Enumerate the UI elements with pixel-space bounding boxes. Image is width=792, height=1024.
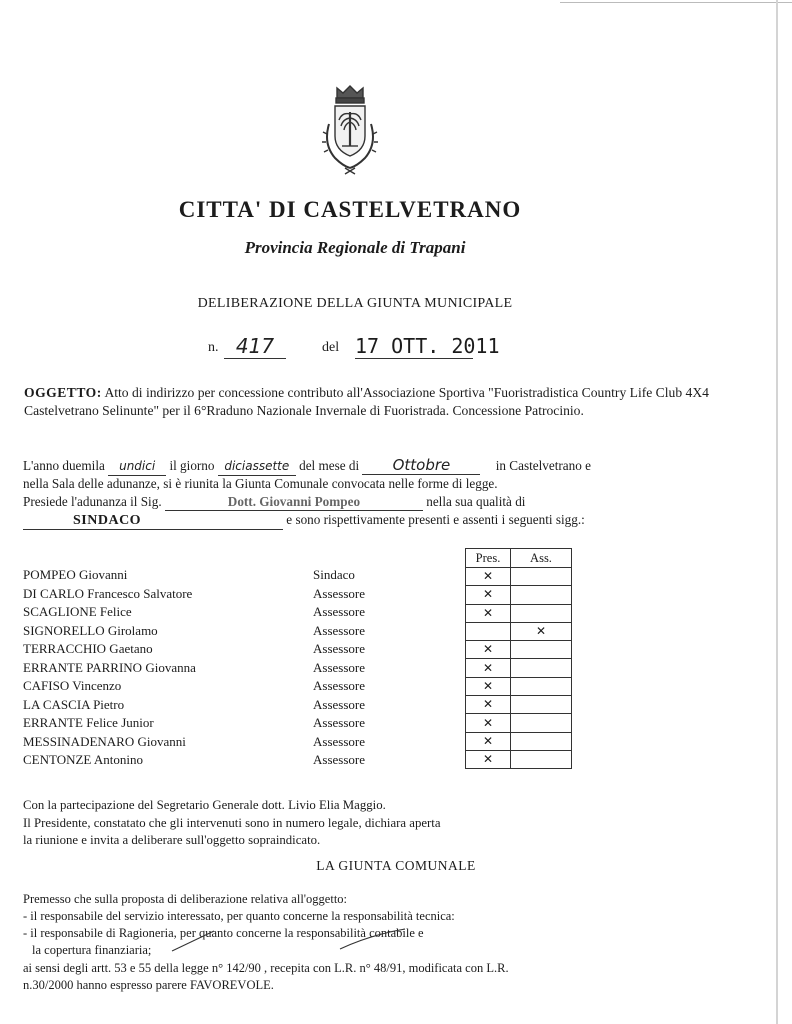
giunta-line-6: n.30/2000 hanno espresso parere FAVOREVOLE. bbox=[23, 978, 274, 992]
page-edge bbox=[560, 2, 792, 3]
coat-of-arms-icon bbox=[315, 84, 385, 180]
absent-cell bbox=[511, 677, 572, 695]
present-cell bbox=[466, 622, 511, 640]
absent-cell bbox=[511, 586, 572, 604]
subject-label: OGGETTO: bbox=[24, 385, 102, 400]
member-role: Assessore bbox=[313, 641, 365, 656]
member-role: Assessore bbox=[313, 678, 365, 693]
check-mark-icon: ✕ bbox=[482, 697, 494, 712]
member-name: POMPEO Giovanni bbox=[23, 567, 128, 582]
handwritten-day: diciassette bbox=[218, 458, 296, 476]
subject-block bbox=[24, 384, 724, 420]
handwritten-month: Ottobre bbox=[362, 457, 480, 475]
member-name: CENTONZE Antonino bbox=[23, 752, 144, 767]
member-role: Assessore bbox=[313, 752, 365, 767]
deliberation-number: 417 bbox=[224, 334, 286, 359]
section-heading: LA GIUNTA COMUNALE bbox=[316, 858, 476, 873]
document-title: DELIBERAZIONE DELLA GIUNTA MUNICIPALE bbox=[197, 296, 513, 311]
presence-intro: e sono rispettivamente presenti e assenti i seguenti sigg.: bbox=[286, 512, 585, 527]
check-mark-icon: ✕ bbox=[482, 605, 494, 620]
member-role: Assessore bbox=[313, 604, 365, 619]
chair-prefix: Presiede l'adunanza il Sig. bbox=[23, 494, 162, 509]
check-mark-icon: ✕ bbox=[482, 678, 494, 693]
check-mark-icon: ✕ bbox=[482, 715, 494, 730]
month-label: del mese di bbox=[299, 458, 360, 473]
year-prefix: L'anno duemila bbox=[23, 458, 105, 473]
table-row bbox=[466, 659, 572, 677]
absent-header: Ass. bbox=[511, 549, 572, 568]
table-row bbox=[466, 604, 572, 622]
member-name: ERRANTE PARRINO Giovanna bbox=[23, 659, 196, 675]
chair-role: SINDACO bbox=[23, 512, 283, 530]
member-role: Sindaco bbox=[313, 567, 355, 582]
member-role: Assessore bbox=[313, 715, 365, 730]
giunta-line-5: ai sensi degli artt. 53 e 55 della legge n° 142/90 , recepita con L.R. n° 48/91, modificata con L.R. bbox=[23, 961, 509, 975]
city-title: CITTA' DI CASTELVETRANO bbox=[178, 197, 522, 222]
check-mark-icon: ✕ bbox=[482, 642, 494, 657]
member-name: DI CARLO Francesco Salvatore bbox=[23, 585, 193, 601]
member-name: SCAGLIONE Felice bbox=[23, 604, 132, 619]
check-mark-icon: ✕ bbox=[482, 752, 494, 767]
check-mark-icon: ✕ bbox=[482, 587, 494, 602]
table-row bbox=[466, 732, 572, 750]
chair-role-line bbox=[23, 511, 585, 530]
absent-cell bbox=[511, 604, 572, 622]
present-cell bbox=[466, 641, 511, 659]
member-name: CAFISO Vincenzo bbox=[23, 678, 122, 693]
absent-cell bbox=[511, 696, 572, 714]
table-row bbox=[466, 568, 572, 586]
present-cell bbox=[466, 659, 511, 677]
absent-cell bbox=[511, 622, 572, 640]
present-cell bbox=[466, 750, 511, 768]
handwritten-year: undici bbox=[108, 458, 166, 476]
date-field bbox=[355, 334, 500, 359]
date-label: del bbox=[322, 340, 340, 355]
absent-cell bbox=[511, 641, 572, 659]
present-cell bbox=[466, 568, 511, 586]
member-role: Assessore bbox=[313, 585, 365, 601]
number-label: n. bbox=[208, 340, 219, 355]
present-cell bbox=[466, 732, 511, 750]
member-name: MESSINADENARO Giovanni bbox=[23, 733, 186, 749]
secretary-line: Con la partecipazione del Segretario Generale dott. Livio Elia Maggio. bbox=[23, 798, 386, 812]
table-row bbox=[466, 641, 572, 659]
table-row bbox=[466, 750, 572, 768]
absent-cell bbox=[511, 714, 572, 732]
member-role: Assessore bbox=[313, 622, 365, 638]
quorum-line: Il Presidente, constatato che gli intervenuti sono in numero legale, dichiara aperta bbox=[23, 816, 441, 830]
meeting-year-line bbox=[23, 457, 591, 476]
member-name: LA CASCIA Pietro bbox=[23, 696, 125, 712]
meeting-place: in Castelvetrano e bbox=[495, 458, 591, 473]
absent-cell bbox=[511, 659, 572, 677]
province-subtitle: Provincia Regionale di Trapani bbox=[244, 238, 466, 257]
meeting-room-line: nella Sala delle adunanze, si è riunita la Giunta Comunale convocata nelle forme di legge. bbox=[23, 476, 498, 491]
member-name: SIGNORELLO Girolamo bbox=[23, 622, 158, 638]
giunta-line-3: - il responsabile di Ragioneria, per quanto concerne la responsabilità contabile e bbox=[23, 926, 424, 940]
present-cell bbox=[466, 714, 511, 732]
check-mark-icon: ✕ bbox=[482, 569, 494, 584]
check-mark-icon: ✕ bbox=[535, 624, 547, 639]
member-name: TERRACCHIO Gaetano bbox=[23, 641, 153, 656]
member-role: Assessore bbox=[313, 659, 365, 675]
chair-name: Dott. Giovanni Pompeo bbox=[165, 493, 423, 511]
attendance-table bbox=[465, 548, 572, 769]
day-label: il giorno bbox=[169, 458, 215, 473]
check-mark-icon: ✕ bbox=[482, 733, 494, 748]
table-row bbox=[466, 622, 572, 640]
giunta-line-2: - il responsabile del servizio interessato, per quanto concerne la responsabilità tecnica: bbox=[23, 909, 455, 923]
giunta-line-1: Premesso che sulla proposta di deliberazione relativa all'oggetto: bbox=[23, 892, 348, 906]
present-cell bbox=[466, 677, 511, 695]
check-mark-icon: ✕ bbox=[482, 660, 494, 675]
present-cell bbox=[466, 586, 511, 604]
member-role: Assessore bbox=[313, 696, 365, 712]
meeting-open-line: la riunione e invita a deliberare sull'oggetto sopraindicato. bbox=[23, 833, 321, 847]
absent-cell bbox=[511, 568, 572, 586]
table-row bbox=[466, 677, 572, 695]
chair-line bbox=[23, 493, 525, 511]
absent-cell bbox=[511, 732, 572, 750]
giunta-line-4: la copertura finanziaria; bbox=[32, 943, 152, 957]
table-row bbox=[466, 696, 572, 714]
member-role: Assessore bbox=[313, 733, 365, 749]
table-row bbox=[466, 714, 572, 732]
present-cell bbox=[466, 604, 511, 622]
handwritten-strikethrough-marks bbox=[170, 925, 500, 955]
number-field bbox=[224, 334, 286, 359]
chair-suffix: nella sua qualità di bbox=[426, 494, 526, 509]
absent-cell bbox=[511, 750, 572, 768]
present-cell bbox=[466, 696, 511, 714]
subject-text: Atto di indirizzo per concessione contributo all'Associazione Sportiva "Fuoristradistica Country Life Club 4X4 Castelvetrano Selinunte" per il 6°Rraduno Nazionale Invernale di Fuoristrada. Concessione Patrocinio. bbox=[24, 385, 709, 418]
deliberation-date-stamp: 17 OTT. 2011 bbox=[355, 334, 500, 358]
present-header: Pres. bbox=[466, 549, 511, 568]
table-row bbox=[466, 586, 572, 604]
member-name: ERRANTE Felice Junior bbox=[23, 715, 154, 730]
